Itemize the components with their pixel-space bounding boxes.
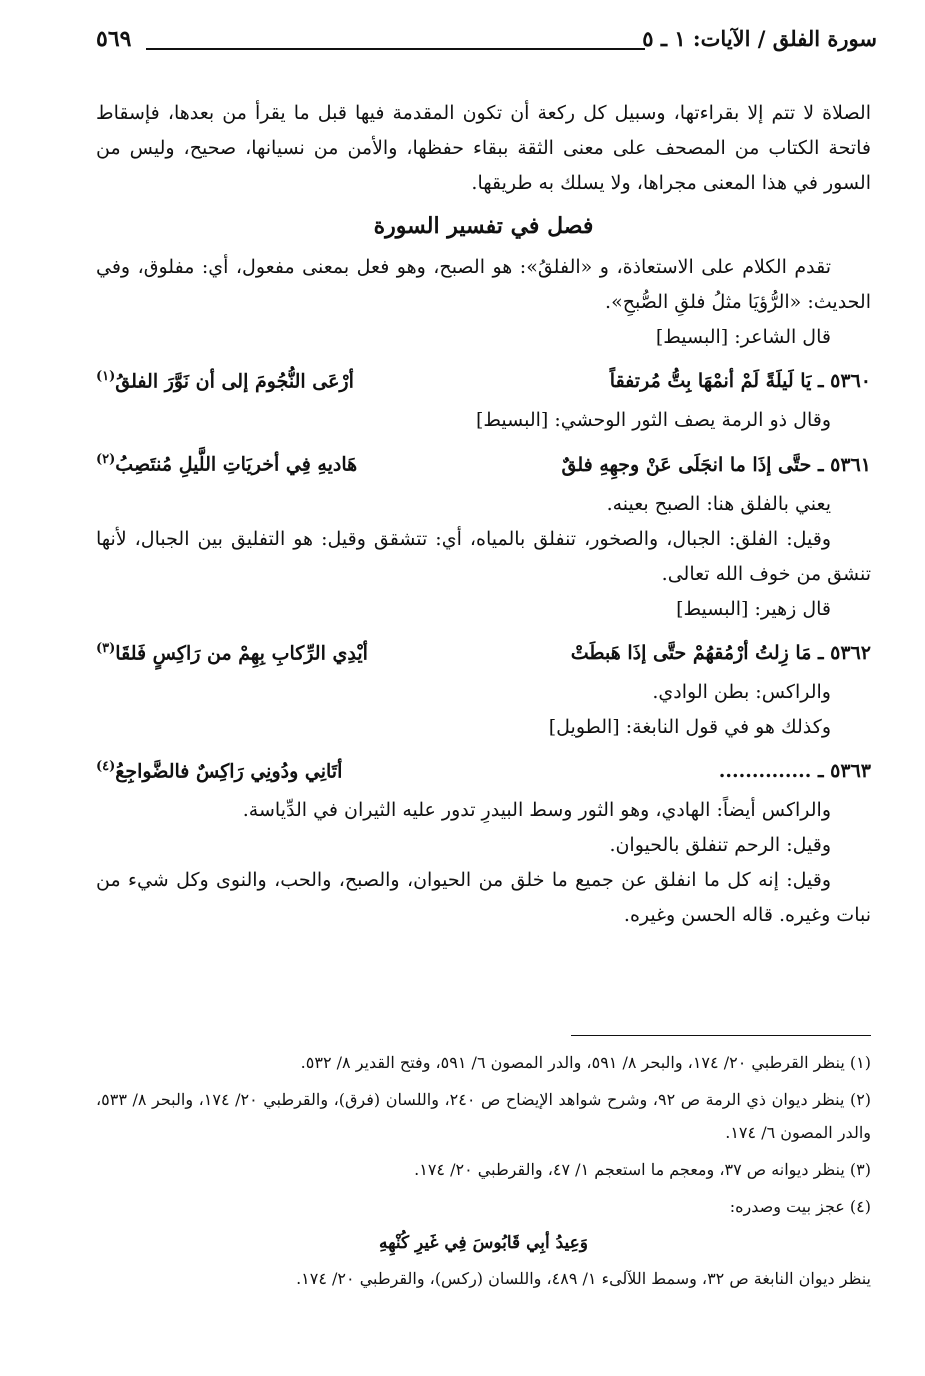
- footnote-rule: [571, 1035, 871, 1036]
- main-text: [96, 96, 871, 933]
- verse-5363: [96, 749, 871, 789]
- header-title: سورة الفلق / الآيات: ١ ـ ٥: [642, 26, 877, 51]
- verse-5360: [96, 359, 871, 399]
- footnote-ref-3: (٣): [96, 640, 116, 656]
- verse-5360-first-hemistich: ٥٣٦٠ ـ يَا لَيلَةً لَمْ أنمْهَا بِتُّ مُرتفقاً: [609, 370, 871, 393]
- running-header: [96, 26, 877, 60]
- poet-intro-3: قال زهير: [البسيط]: [676, 597, 831, 620]
- footnotes: [96, 1035, 871, 1299]
- section-heading: فصل في تفسير السورة: [373, 213, 594, 239]
- verse-5363-first-hemistich: ٥٣٦٣ ـ ..............: [718, 760, 871, 783]
- paragraph-8: والراكس: بطن الوادي.: [652, 680, 831, 703]
- verse-5360-second-hemistich: [96, 359, 354, 399]
- verse-5362: [96, 631, 871, 671]
- poet-intro-2: وقال ذو الرمة يصف الثور الوحشي: [البسيط]: [475, 409, 831, 432]
- verse-5361-first-hemistich: ٥٣٦١ ـ حتَّى إذَا ما انجَلَى عَنْ وجهِهِ فلقٌ: [561, 453, 871, 476]
- footnote-ref-2: (٢): [96, 452, 116, 468]
- paragraph-12: وقيل: إنه كل ما انفلق عن جميع ما خلق من الحيوان، والصبح، والحب، والنوى وكل شيء من نبات وغيره. قاله الحسن وغيره.: [96, 869, 871, 927]
- verse-5363-text: أتَانِي ودُونِي رَاكِسٌ فالضَّواجِعُ: [115, 760, 343, 783]
- header-rule: [146, 48, 645, 50]
- footnote-4-verse: وَعِيدُ أبِي قَابُوسَ فِي غَيرِ كُنْهِهِ: [378, 1233, 589, 1253]
- verse-5362-second-hemistich: [96, 631, 368, 671]
- paragraph-5: يعني بالفلق هنا: الصبح بعينه.: [606, 492, 831, 515]
- verse-5363-second-hemistich: [96, 749, 342, 789]
- footnote-3: (٣) ينظر ديوانه ص ٣٧، ومعجم ما استعجم ١/ ٤٧، والقرطبي ٢٠/ ١٧٤.: [414, 1160, 871, 1179]
- paragraph-6: وقيل: الفلق: الجبال، والصخور، تنفلق بالمياه، أي: تتشقق وقيل: هو التفليق بين الجبال، لأنها تنشق من خوف الله تعالى.: [96, 527, 871, 585]
- verse-5360-text: أرْعَى النُّجُومَ إلى أن نَوَّرَ الفلقُ: [115, 370, 354, 393]
- paragraph-2: تقدم الكلام على الاستعاذة، و «الفلقُ»: هو الصبح، وهو فعل بمعنى مفعول، أي: مفلوق، وفي الحديث: «الرُّؤيَا مثلُ فلقِ الصُّبحِ».: [96, 256, 871, 313]
- poet-intro-4: وكذلك هو في قول النابغة: [الطويل]: [548, 715, 831, 738]
- paragraph-1: الصلاة لا تتم إلا بقراءتها، وسبيل كل ركعة أن تكون المقدمة فيها قبل ما يقرأ من بعدها، فإسقاط فاتحة الكتاب من المصحف على معنى الثقة ببقاء حفظها، والأمن من نسيانها، صحيح، وليس من السور في هذا المعنى مجراها، ولا يسلك به طريقها.: [96, 102, 871, 194]
- page-number: ٥٦٩: [96, 26, 132, 52]
- poet-intro-1: قال الشاعر: [البسيط]: [655, 326, 831, 348]
- footnote-4: (٤) عجز بيت وصدره:: [729, 1197, 871, 1216]
- verse-5361-second-hemistich: [96, 442, 357, 482]
- footnote-1: (١) ينظر القرطبي ٢٠/ ١٧٤، والبحر ٨/ ٥٩١، والدر المصون ٦/ ٥٩١، وفتح القدير ٨/ ٥٣٢.: [300, 1053, 871, 1072]
- footnote-4-source: ينظر ديوان النابغة ص ٣٢، وسمط اللآلىء ١/ ٤٨٩، واللسان (ركس)، والقرطبي ٢٠/ ١٧٤.: [296, 1269, 871, 1288]
- verse-5362-first-hemistich: ٥٣٦٢ ـ مَا زِلتُ أرْمُقهُمْ حتَّى إذَا هَبطَتْ: [570, 641, 871, 664]
- verse-5361: [96, 442, 871, 482]
- paragraph-11: وقيل: الرحم تنفلق بالحيوان.: [609, 834, 831, 857]
- verse-5362-text: أيْدِي الرِّكابِ بِهِمْ من رَاكِسٍ فَلقَا: [115, 641, 368, 664]
- paragraph-10: والراكس أيضاً: الهادي، وهو الثور وسط البيدرِ تدور عليه الثيران في الدِّياسة.: [242, 799, 831, 822]
- footnote-ref-1: (١): [96, 369, 116, 384]
- footnote-2: (٢) ينظر ديوان ذي الرمة ص ٩٢، وشرح شواهد الإيضاح ص ٢٤٠، واللسان (فرق)، والقرطبي ٢٠/ ١٧٤، والبحر ٨/ ٥٣٣، والدر المصون ٦/ ١٧٤.: [96, 1090, 872, 1142]
- verse-5361-text: هَاديهِ فِي أخريَاتِ اللَّيلِ مُنتَصِبُ: [115, 453, 358, 476]
- footnote-ref-4: (٤): [96, 758, 116, 774]
